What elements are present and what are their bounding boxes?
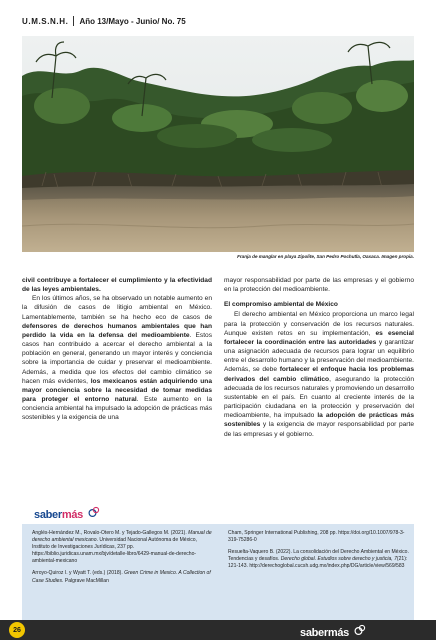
page-number-badge: 26 xyxy=(9,622,25,638)
left-paragraph-2 xyxy=(22,294,212,422)
reference-4 xyxy=(228,549,410,570)
left-p1-bold: civil contribuye a fortalecer el cumplimiento y la efectividad de las leyes ambientales. xyxy=(22,277,212,294)
references-left xyxy=(32,530,214,590)
footer-logo-word-saber: saber xyxy=(300,627,328,640)
ref2-authors: Arroyo-Quiroz I. y Wyatt T. (eds.) (2018). xyxy=(32,570,125,577)
reference-1 xyxy=(32,530,214,565)
page-footer xyxy=(0,620,436,640)
references-box xyxy=(22,524,414,622)
logo-wordmark xyxy=(34,509,83,521)
right-p2-text-g: y la exigencia de mayor responsabilidad por parte de las empresas y el gobierno. xyxy=(224,421,414,438)
ref1-title: Manual de derecho ambiental mexicano xyxy=(32,530,212,544)
logo-word-mas: más xyxy=(61,509,83,522)
ref4-authors: Resuelta-Vaquero B. (2022). La consolidación del Derecho Ambiental en México. Tendencias y desafíos. xyxy=(228,549,409,563)
section-subtitle: El compromiso ambiental de México xyxy=(224,301,338,309)
right-p2-bold-d: fortalecer el enfoque hacia los problemas derivados del cambio climático xyxy=(224,366,414,383)
left-p2-bold-b: defensores de derechos humanos ambientales que han perdido la vida en la defensa del medioambiente xyxy=(22,322,212,339)
footer-logo-wordmark xyxy=(300,627,349,639)
logo-gear-icon xyxy=(88,505,100,523)
ref1-authors: Anglés-Hernández M., Rovalo-Otero M. y Tejado-Gallegos M. (2021). xyxy=(32,530,189,536)
right-p2-bold-b: es esencial fortalecer la coordinación entre las autoridades xyxy=(224,329,414,346)
running-header xyxy=(22,12,414,30)
mangrove-photo xyxy=(22,36,414,252)
left-p2-text-e: . Este aumento en la conciencia ambiental ha impulsado la adopción de prácticas más sostenibles y la exigencia de una xyxy=(22,396,213,422)
header-divider xyxy=(73,16,74,26)
right-paragraph-2 xyxy=(224,310,414,438)
ref2-title: Green Crime in Mexico. A Collection of Case Studies xyxy=(32,570,211,584)
references-right xyxy=(228,530,410,575)
left-paragraph-1 xyxy=(22,276,212,294)
footer-logo xyxy=(300,623,366,640)
journal-brand: U.M.S.N.H. xyxy=(22,16,69,26)
ref4-rest: (21): 121-143. http://derechoglobal.cucsh.udg.mx/index.php/DG/article/view/569/583 xyxy=(228,556,408,570)
footer-logo-word-mas: más xyxy=(327,627,349,640)
ref4-title: Derecho global. Estudios sobre derecho y justicia, 7 xyxy=(280,556,397,563)
right-p2-text-e: , asegurando la protección adecuada de los recursos naturales y promoviendo un desarrollo sustentable en el país. En cuanto al creciente interés de la participación ciudadana en la protección y preservación del medioambiente, ha impulsado xyxy=(224,375,414,420)
left-column xyxy=(22,276,212,423)
left-p2-text-c: . Estos casos han contribuido a acercar el derecho ambiental a la población en general, generando un mayor interés y conciencia sobre la importancia de cuidar y preservar el medioambiente. Además, a medida que los efectos del cambio climático se hacen más evidentes, xyxy=(22,331,213,385)
right-p2-bold-f: la adopción de prácticas más sostenibles xyxy=(224,412,414,429)
mangrove-beach-image xyxy=(22,36,414,252)
left-p2-bold-d: los mexicanos están adquiriendo una mayor conciencia sobre la necesidad de tomar medidas para proteger el entorno natural xyxy=(22,377,212,404)
left-p2-text-a: En los últimos años, se ha observado un notable aumento en la difusión de casos de litigio ambiental en México. Lamentablemente, también se ha hecho eco de casos de xyxy=(22,295,212,321)
right-paragraph-1: mayor responsabilidad por parte de las empresas y el gobierno en la protección del medioambiente. xyxy=(224,277,414,294)
ref2-rest: . Palgrave MacMillan xyxy=(62,577,109,584)
right-p2-text-a: El derecho ambiental en México proporciona un marco legal para la protección y conservación de los recursos naturales. Aunque existen retos en su implementación, xyxy=(224,311,414,337)
ref1-rest: . Universidad Nacional Autónoma de México, Instituto de Investigaciones Jurídicas, 237 pp. https://biblio.juridicas.unam.mx/bjv/detalle-libro/6429-manual-de-derecho-ambiental-mexicano xyxy=(32,537,197,565)
reference-2 xyxy=(32,570,214,584)
right-p2-text-c: y garantizar una asignación adecuada de recursos para lograr un equilibrio entre el desarrollo humano y la preservación del medioambiente. Además, se debe xyxy=(224,338,414,374)
footer-gear-icon xyxy=(354,623,366,640)
logo-word-saber: saber xyxy=(34,509,62,522)
right-column xyxy=(224,276,414,439)
sabermas-logo xyxy=(34,505,100,523)
reference-3: Cham, Springer International Publishing, 208 pp. https://doi.org/10.1007/978-3-319-75286-0 xyxy=(228,530,405,544)
issue-info: Año 13/Mayo - Junio/ No. 75 xyxy=(79,16,186,26)
figure-caption: Franja de manglar en playa Zipolite, San Pedro Pochutla, Oaxaca. Imagen propia. xyxy=(237,254,414,259)
